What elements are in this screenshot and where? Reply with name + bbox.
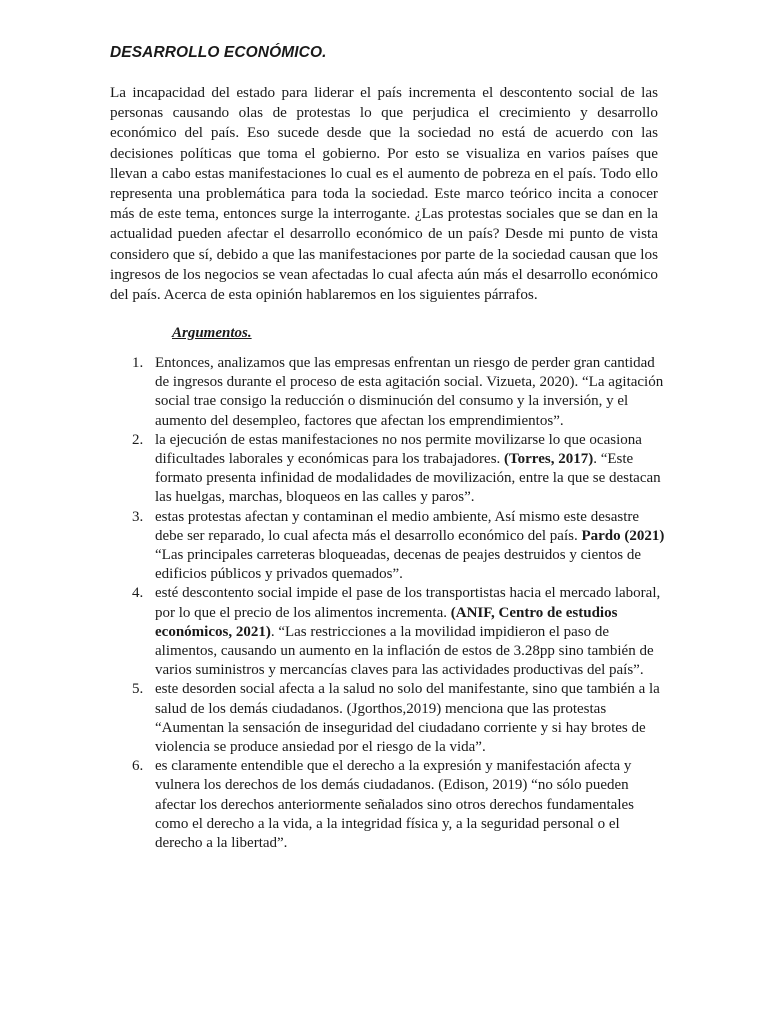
argument-number: 5.	[132, 681, 144, 698]
argument-text-after: “Las principales carreteras bloqueadas, decenas de peajes destruidos y cientos de edificios públicos y privados quemados”.	[155, 547, 642, 583]
argument-text: es claramente entendible que el derecho a la expresión y manifestación afecta y vulnera los derechos de los demás ciudadanos. (Edison, 2019) “no sólo pueden afectar los derechos anteriormente señalados sino otros derechos fundamentales como el derecho a la vida, a la integridad física y, a la seguridad personal o el derecho a la libertad”.	[155, 758, 634, 852]
argument-item-5	[128, 680, 668, 757]
argument-text: Entonces, analizamos que las empresas enfrentan un riesgo de perder gran cantidad de ingresos durante el proceso de esta agitación social. Vizueta, 2020). “La agitación social trae consigo la reducción o disminución del consumo y la inversión, y el aumento del desempleo, factores que afectan los emprendimientos”.	[155, 355, 664, 429]
arguments-list	[128, 354, 668, 853]
argument-text-after: . “Este formato presenta infinidad de modalidades de movilización, entre la que se destacan las huelgas, marchas, bloqueos en las calles y paros”.	[155, 451, 661, 506]
argument-text: la ejecución de estas manifestaciones no nos permite movilizarse lo que ocasiona dificultades laborales y económicas para los trabajadores.	[155, 431, 642, 468]
argument-text-after: . “Las restricciones a la movilidad impidieron el paso de alimentos, causando un aumento en la inflación de estos de 3.28pp sino también de varios suministros y mercancías claves para las actividades productivas del país”.	[155, 623, 654, 679]
argument-number: 1.	[132, 355, 144, 371]
argument-citation: Pardo (2021)	[581, 527, 665, 544]
argument-text: este desorden social afecta a la salud no solo del manifestante, sino que también a la salud de los demás ciudadanos. (Jgorthos,2019) menciona que las protestas “Aumentan la sensación de inseguridad del ciudadano corriente y si hay brotes de violencia se produce ansiedad por el riesgo de la vida”.	[155, 681, 660, 756]
argument-number: 6.	[132, 758, 144, 775]
argument-item-3	[128, 508, 668, 585]
intro-paragraph: La incapacidad del estado para liderar el país incrementa el descontento social de las personas causando olas de protestas lo que perjudica el crecimiento y desarrollo económico del país. Eso sucede desde que la sociedad no está de acuerdo con las decisiones políticas que toma el gobierno. Por esto se visualiza en varios países que llevan a cabo estas manifestaciones lo cual es el aumento de pobreza en el país. Todo ello representa una problemática para toda la sociedad. Este marco teórico incita a conocer más de este tema, entonces surge la interrogante. ¿Las protestas sociales que se dan en la actualidad pueden afectar el desarrollo económico de un país? Desde mi punto de vista considero que sí, debido a que las manifestaciones por parte de la sociedad causan que los ingresos de los negocios se vean afectadas lo cual afecta aún más el desarrollo económico del país. Acerca de esta opinión hablaremos en los siguientes párrafos.	[110, 84, 658, 304]
argument-text: estas protestas afectan y contaminan el medio ambiente, Así mismo este desastre debe ser reparado, lo cual afecta más el desarrollo económico del país.	[155, 508, 640, 544]
argument-item-1	[128, 354, 668, 431]
argument-text: esté descontento social impide el pase de los transportistas hacia el mercado laboral, por lo que el precio de los alimentos incrementa.	[155, 585, 661, 621]
argument-item-6	[128, 757, 668, 853]
argument-citation: (ANIF, Centro de estudios económicos, 2021)	[155, 604, 618, 640]
argument-number: 4.	[132, 585, 144, 602]
argument-number: 3.	[132, 508, 144, 525]
argument-item-2	[128, 431, 668, 508]
argument-item-4	[128, 584, 668, 680]
argument-number: 2.	[132, 431, 144, 448]
document-title: DESARROLLO ECONÓMICO.	[110, 44, 327, 61]
argument-citation: (Torres, 2017)	[504, 451, 594, 468]
arguments-heading: Argumentos.	[172, 325, 252, 341]
